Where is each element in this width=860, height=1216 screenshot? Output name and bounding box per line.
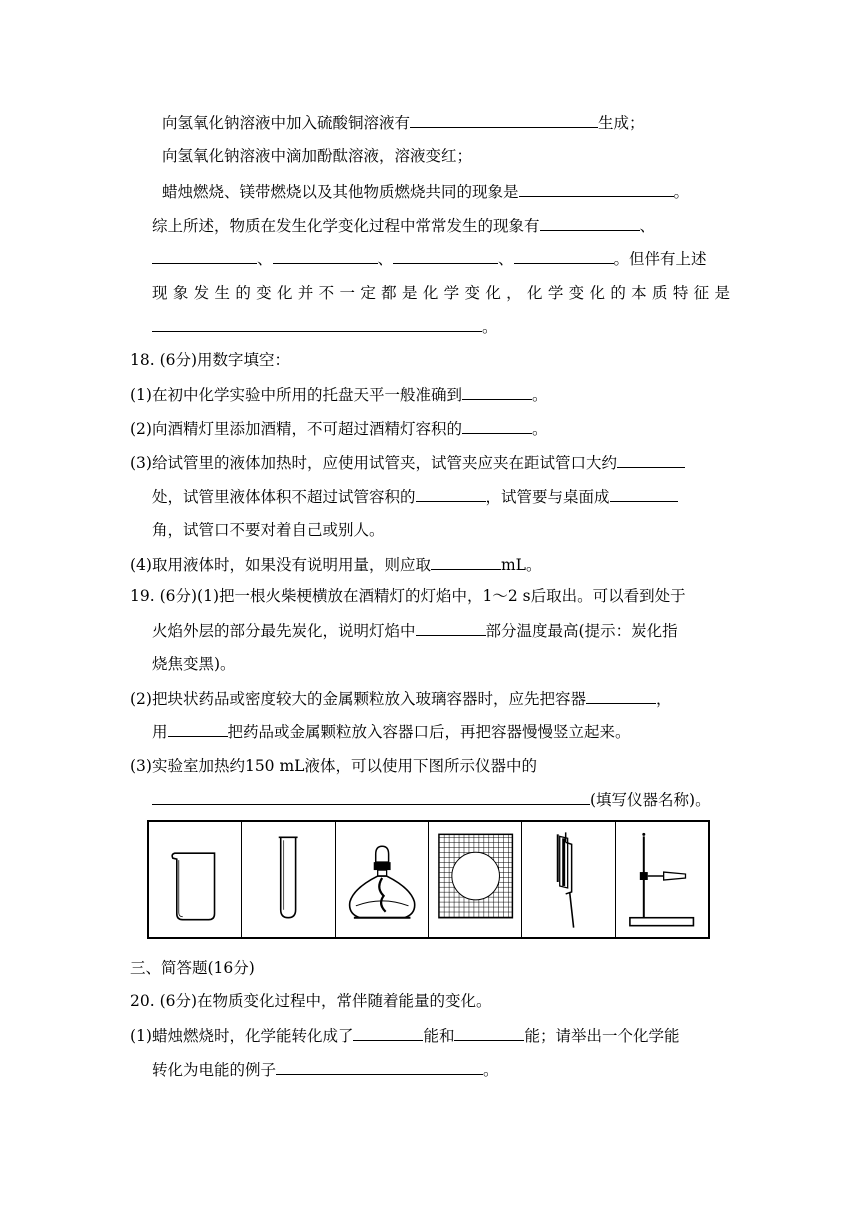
answer-blank[interactable]	[393, 248, 498, 264]
question-title: 19. (6分)(1)把一根火柴梗横放在酒精灯的灯焰中，1～2 s后取出。可以看到处于	[130, 587, 686, 605]
text-line	[152, 486, 678, 507]
text-segment: 。	[531, 386, 548, 404]
text-line	[130, 1025, 680, 1046]
text-segment: 向氢氧化钠溶液中加入硫酸铜溶液有	[162, 114, 411, 132]
test-tube-holder-icon	[522, 822, 615, 937]
answer-blank[interactable]	[586, 688, 656, 704]
text-line	[152, 215, 655, 236]
answer-blank[interactable]	[454, 1025, 524, 1041]
text-segment: 蜡烛燃烧、镁带燃烧以及其他物质燃烧共同的现象是	[162, 183, 519, 201]
text-segment: ，	[655, 690, 672, 708]
text-segment: ，试管要与桌面成	[485, 488, 610, 506]
answer-blank[interactable]	[152, 789, 590, 805]
text-segment: 综上所述，物质在发生化学变化过程中常常发生的现象有	[152, 217, 540, 235]
text-segment: (4)取用液体时，如果没有说明用量，则应取	[130, 556, 431, 574]
answer-blank[interactable]	[152, 316, 482, 332]
text-segment: (填写仪器名称)。	[590, 791, 711, 809]
text-segment: 火焰外层的部分最先炭化，说明灯焰中	[152, 622, 416, 640]
text-segment: 、	[639, 217, 656, 235]
text-line	[130, 452, 685, 473]
answer-blank[interactable]	[416, 486, 486, 502]
text-segment: 。	[673, 183, 690, 201]
answer-blank[interactable]	[462, 418, 532, 434]
answer-blank[interactable]	[168, 721, 228, 737]
text-segment: (1)蜡烛燃烧时，化学能转化成了	[130, 1027, 354, 1045]
text-segment: 。但伴有上述	[613, 250, 707, 268]
text-line: 角，试管口不要对着自己或别人。	[152, 521, 385, 539]
text-line	[152, 248, 707, 269]
answer-blank[interactable]	[276, 1059, 483, 1075]
answer-blank[interactable]	[152, 248, 257, 264]
iron-stand-icon	[616, 822, 708, 937]
answer-blank[interactable]	[273, 248, 378, 264]
text-segment: 。	[482, 318, 498, 336]
text-line	[152, 1059, 499, 1080]
answer-blank[interactable]	[410, 112, 598, 128]
text-segment: mL。	[500, 556, 542, 574]
wire-gauze-icon	[429, 822, 522, 937]
text-line	[152, 620, 678, 641]
alcohol-lamp-icon	[336, 822, 429, 937]
instrument-figure	[147, 820, 710, 939]
text-segment: 把药品或金属颗粒放入容器口后，再把容器慢慢竖立起来。	[227, 723, 631, 741]
question-title: 20. (6分)在物质变化过程中，常伴随着能量的变化。	[130, 992, 492, 1010]
text-line	[152, 789, 711, 810]
text-segment: 、	[377, 250, 394, 268]
answer-blank[interactable]	[617, 452, 685, 468]
text-line: (3)实验室加热约150 mL液体，可以使用下图所示仪器中的	[130, 757, 537, 775]
text-segment: 。	[483, 1061, 499, 1079]
answer-blank[interactable]	[353, 1025, 423, 1041]
text-line: 现象发生的变化并不一定都是化学变化，化学变化的本质特征是	[152, 284, 730, 302]
text-line: 烧焦变黑)。	[152, 655, 236, 673]
answer-blank[interactable]	[416, 620, 486, 636]
text-line	[152, 316, 498, 337]
question-title: 18. (6分)用数字填空：	[130, 351, 291, 369]
text-segment: 能和	[423, 1027, 455, 1045]
text-segment: (2)把块状药品或密度较大的金属颗粒放入玻璃容器时，应先把容器	[130, 690, 586, 708]
text-segment: 生成；	[598, 114, 645, 132]
text-line	[162, 112, 645, 133]
section-title: 三、简答题(16分)	[130, 959, 255, 977]
text-segment: 能；请举出一个化学能	[524, 1027, 680, 1045]
text-line	[130, 384, 547, 405]
answer-blank[interactable]	[519, 181, 674, 197]
text-line	[130, 418, 547, 439]
text-line	[152, 721, 631, 742]
beaker-icon	[149, 822, 242, 937]
text-segment: 部分温度最高(提示：炭化指	[485, 622, 678, 640]
text-segment: 用	[152, 723, 168, 741]
text-line	[130, 554, 541, 575]
answer-blank[interactable]	[431, 554, 501, 570]
text-segment: 、	[498, 250, 514, 268]
text-segment: 转化为电能的例子	[152, 1061, 277, 1079]
text-segment: (2)向酒精灯里添加酒精，不可超过酒精灯容积的	[130, 420, 462, 438]
answer-blank[interactable]	[540, 215, 640, 231]
text-segment: (3)给试管里的液体加热时，应使用试管夹，试管夹应夹在距试管口大约	[130, 454, 617, 472]
test-tube-icon	[242, 822, 335, 937]
text-line	[162, 181, 689, 202]
text-segment: 、	[257, 250, 273, 268]
text-segment: 。	[531, 420, 548, 438]
answer-blank[interactable]	[514, 248, 614, 264]
answer-blank[interactable]	[462, 384, 532, 400]
answer-blank[interactable]	[610, 486, 678, 502]
text-segment: (1)在初中化学实验中所用的托盘天平一般准确到	[130, 386, 462, 404]
text-segment: 处，试管里液体体积不超过试管容积的	[152, 488, 416, 506]
text-line: 向氢氧化钠溶液中滴加酚酞溶液，溶液变红；	[162, 147, 473, 165]
text-line	[130, 688, 671, 709]
